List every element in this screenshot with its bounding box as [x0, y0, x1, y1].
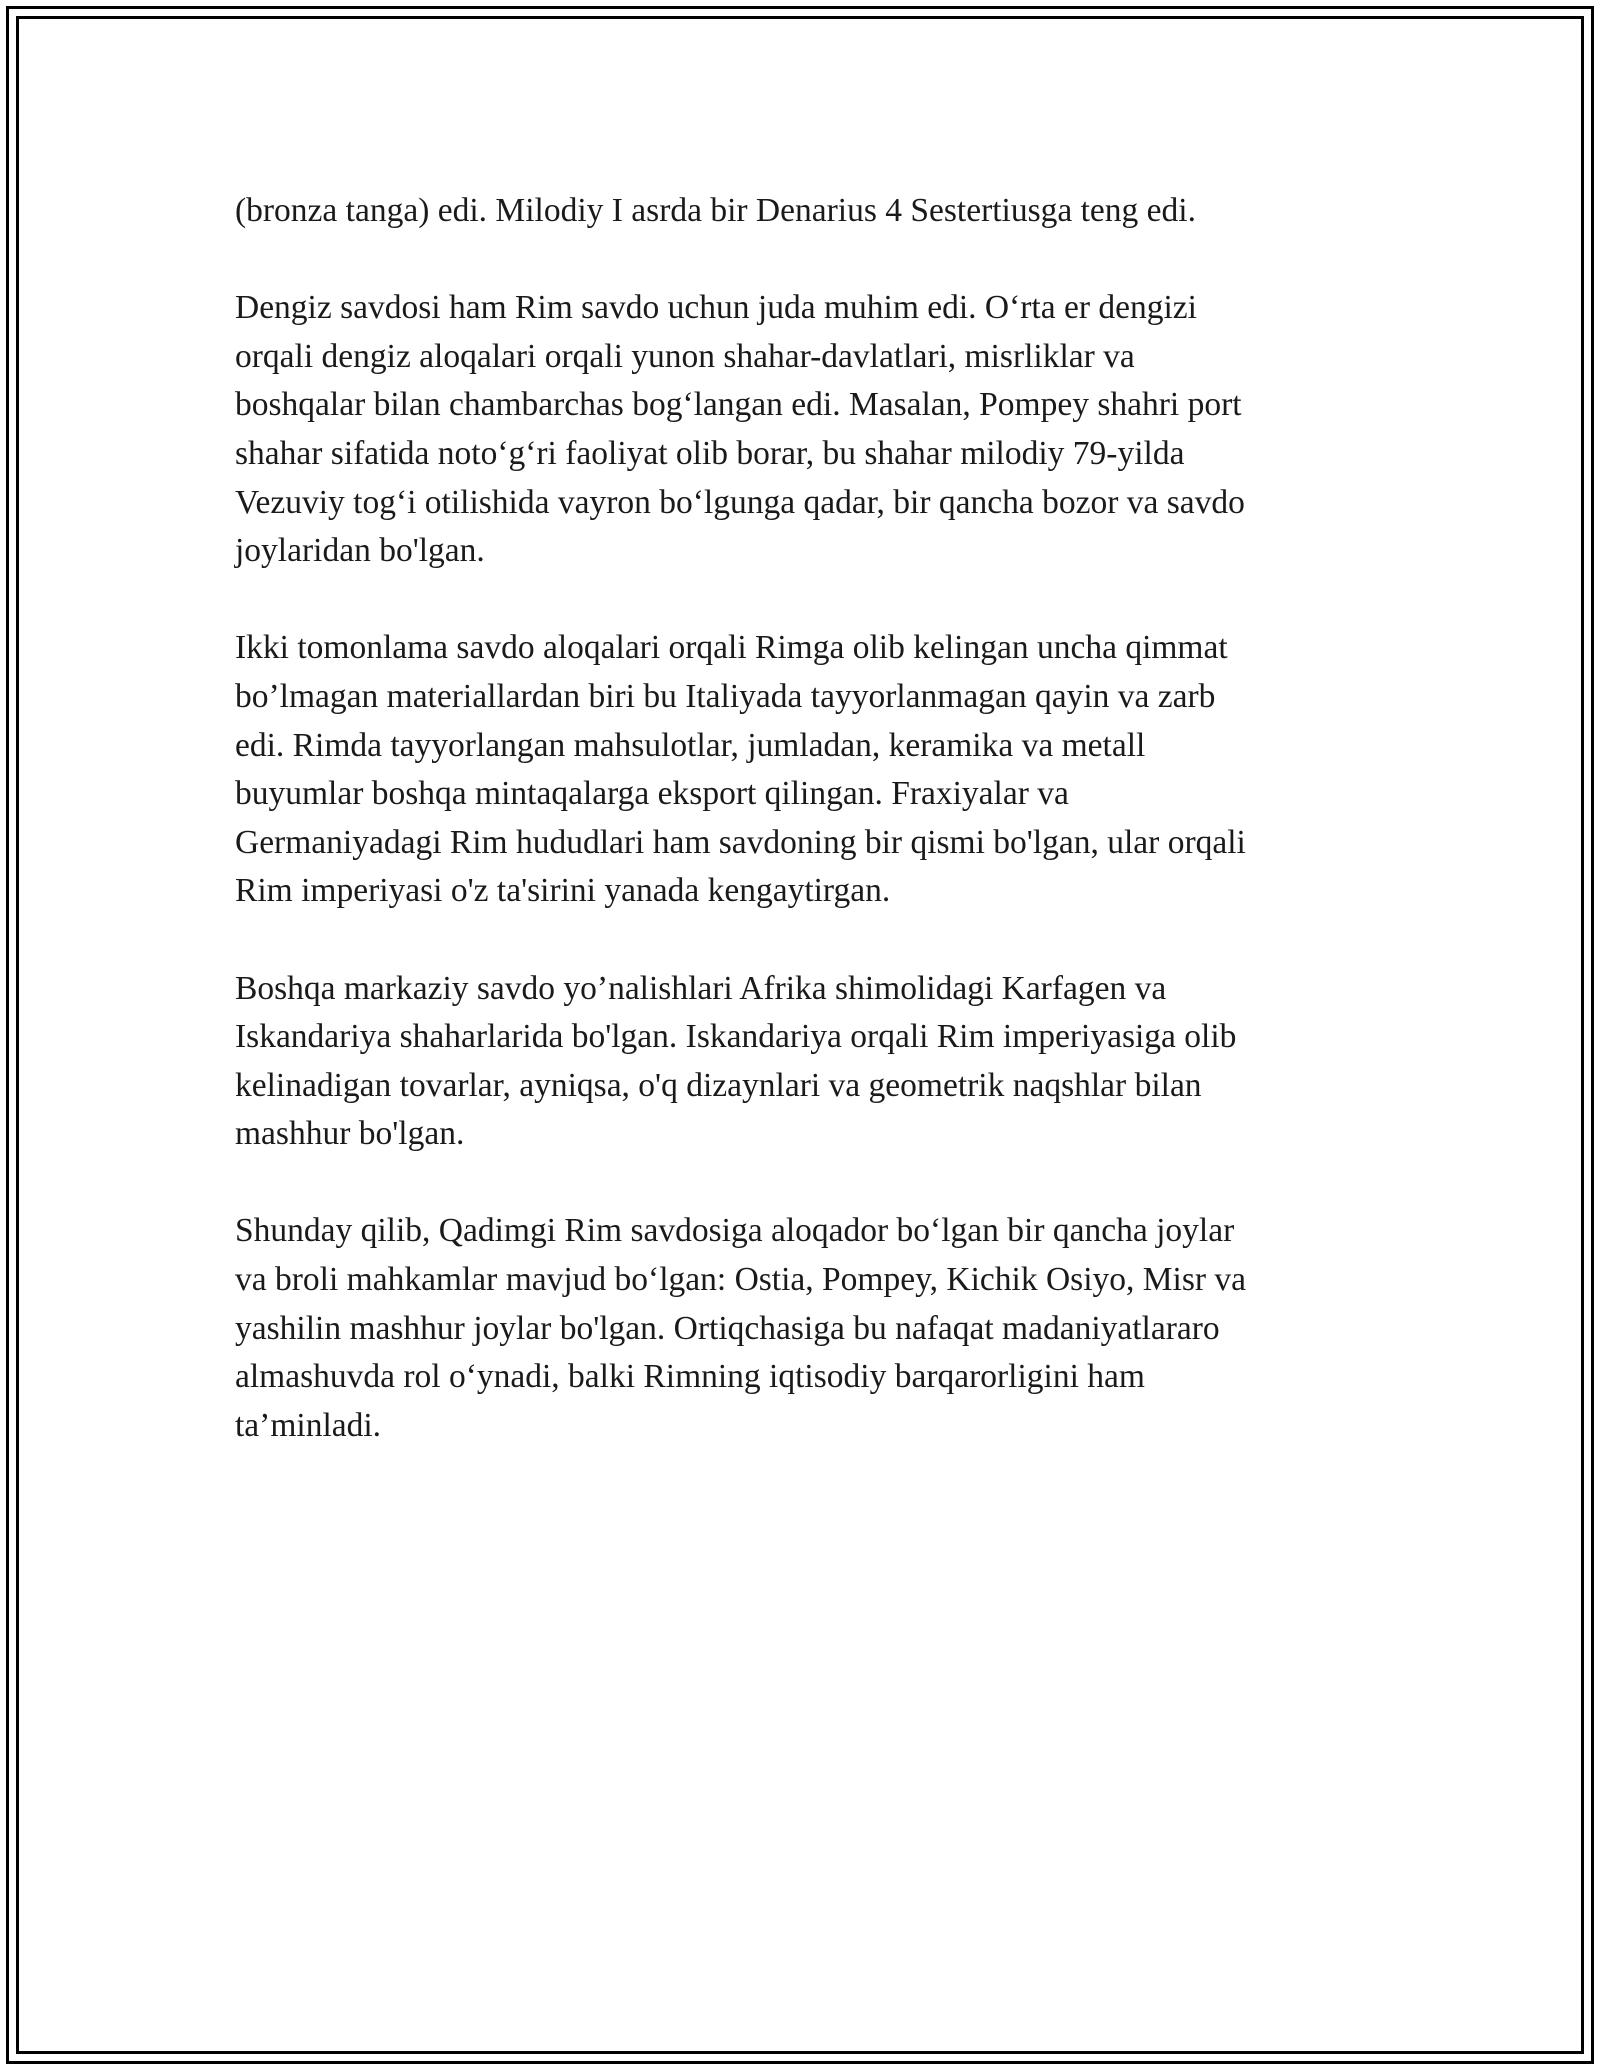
text-line: bo’lmagan materiallardan biri bu Italiyada tayyorlanmagan qayin va zarb: [235, 677, 1216, 715]
paragraph: [235, 624, 1365, 916]
text-line: Boshqa markaziy savdo yo’nalishlari Afrika shimolidagi Karfagen va: [235, 969, 1167, 1007]
text-line: buyumlar boshqa mintaqalarga eksport qilingan. Fraxiyalar va: [235, 775, 1069, 813]
text-line: (bronza tanga) edi. Milodiy I asrda bir Denarius 4 Sestertiusga teng edi.: [235, 192, 1196, 229]
text-line: va broli mahkamlar mavjud bo‘lgan: Ostia, Pompey, Kichik Osiyo, Misr va: [235, 1261, 1247, 1299]
text-line: Iskandariya shaharlarida bo'lgan. Iskandariya orqali Rim imperiyasiga olib: [235, 1018, 1237, 1056]
text-line: Dengiz savdosi ham Rim savdo uchun juda muhim edi. O‘rta er dengizi: [235, 289, 1197, 327]
text-line: Vezuviy tog‘i otilishida vayron bo‘lgunga qadar, bir qancha bozor va savdo: [235, 483, 1245, 521]
document-body: [235, 187, 1365, 1499]
paragraph: [235, 187, 1365, 236]
text-line: orqali dengiz aloqalari orqali yunon shahar-davlatlari, misrliklar va: [235, 337, 1135, 375]
paragraph: [235, 965, 1365, 1159]
text-line: Rim imperiyasi o'z ta'sirini yanada kengaytirgan.: [235, 872, 891, 910]
text-line: Ikki tomonlama savdo aloqalari orqali Rimga olib kelingan uncha qimmat: [235, 629, 1228, 667]
text-line: almashuvda rol o‘ynadi, balki Rimning iqtisodiy barqarorligini ham: [235, 1358, 1145, 1396]
text-line: joylaridan bo'lgan.: [235, 532, 485, 570]
text-line: Germaniyadagi Rim hududlari ham savdoning bir qismi bo'lgan, ular orqali: [235, 823, 1246, 861]
paragraph: [235, 1207, 1365, 1450]
text-line: ta’minladi.: [235, 1406, 382, 1444]
text-line: edi. Rimda tayyorlangan mahsulotlar, jumladan, keramika va metall: [235, 726, 1146, 764]
text-line: yashilin mashhur joylar bo'lgan. Ortiqchasiga bu nafaqat madaniyatlararo: [235, 1309, 1220, 1347]
text-line: Shunday qilib, Qadimgi Rim savdosiga aloqador bo‘lgan bir qancha joylar: [235, 1212, 1235, 1250]
text-line: kelinadigan tovarlar, ayniqsa, o'q dizaynlari va geometrik naqshlar bilan: [235, 1066, 1202, 1104]
text-line: boshqalar bilan chambarchas bog‘langan edi. Masalan, Pompey shahri port: [235, 386, 1242, 424]
paragraph: [235, 284, 1365, 576]
text-line: mashhur bo'lgan.: [235, 1115, 465, 1153]
text-line: shahar sifatida noto‘g‘ri faoliyat olib borar, bu shahar milodiy 79-yilda: [235, 434, 1185, 472]
